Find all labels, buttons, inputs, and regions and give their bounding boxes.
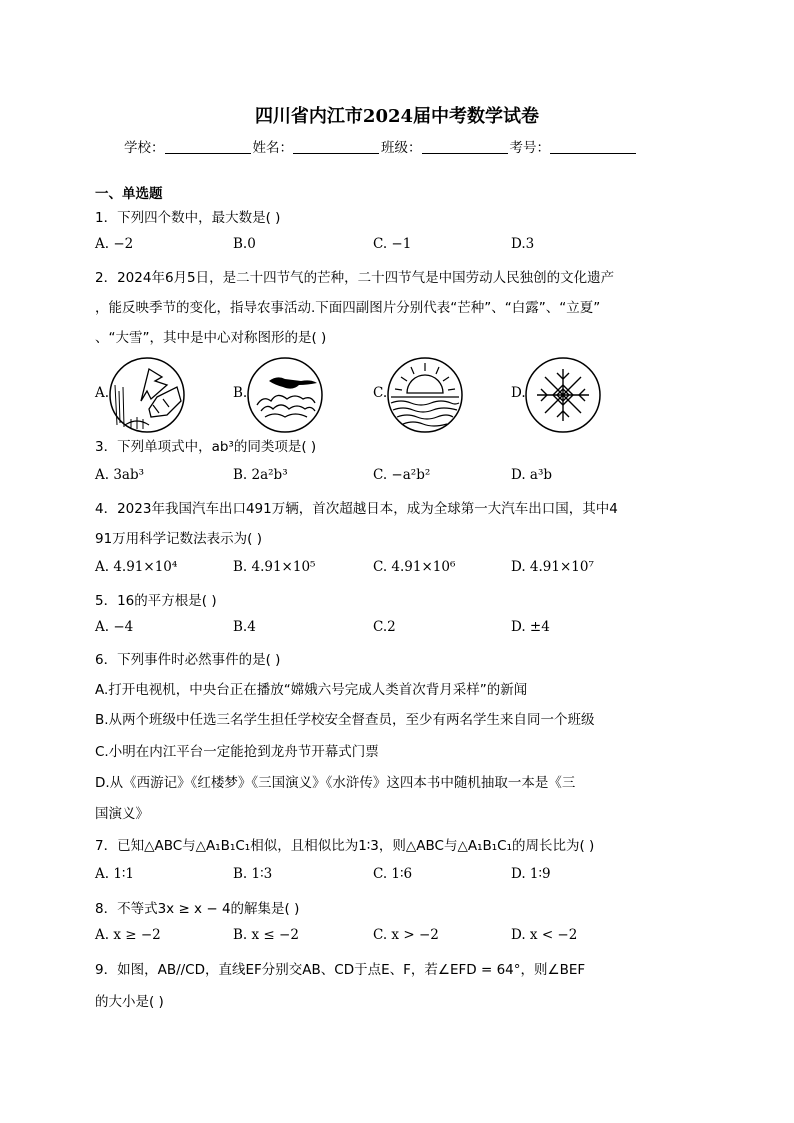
q9-line-1: 9．如图，AB//CD，直线EF分别交AB、CD于点E、F，若∠EFD = 64°，则∠BEF [95,962,586,978]
number-label: 考号： [509,140,550,156]
q7-stem: 7．已知△ABC与△A₁B₁C₁相似，且相似比为1∶3，则△ABC与△A₁B₁C₁的周长比为( ) [95,838,595,854]
q5-option-d: D. ±4 [511,619,550,635]
name-label: 姓名： [252,140,293,156]
q9-line-2: 的大小是( ) [95,994,164,1010]
q6-option-b: B.从两个班级中任选三名学生担任学校安全督查员，至少有两名学生来自同一个班级 [95,712,595,728]
daxue-snowflake-icon [523,355,603,435]
q8-option-d: D. x < −2 [511,927,578,943]
q6-stem: 6．下列事件时必然事件的是( ) [95,652,281,668]
q6-option-a: A.打开电视机，中央台正在播放“嫦娥六号完成人类首次背月采样”的新闻 [95,682,528,698]
q8-option-b: B. x ≤ −2 [233,927,299,943]
q2-line-2: ，能反映季节的变化，指导农事活动.下面四副图片分别代表“芒种”、“白露”、“立夏” [95,300,601,316]
q1-option-d: D.3 [511,236,535,252]
q7-option-a: A. 1∶1 [95,866,135,882]
q3-option-b: B. 2a²b³ [233,467,288,483]
school-blank [165,140,251,154]
q5-option-b: B.4 [233,619,256,635]
q4-option-d: D. 4.91×10⁷ [511,559,594,575]
page-title: 四川省内江市2024届中考数学试卷 [254,106,540,127]
q5-stem: 5．16的平方根是( ) [95,593,217,609]
bailu-bird-cloud-icon [245,355,325,435]
lixia-sun-water-icon [385,355,465,435]
q5-option-c: C.2 [373,619,396,635]
q2-line-3: 、“大雪”，其中是中心对称图形的是( ) [95,330,327,346]
q2-option-d: D. [511,385,526,401]
number-blank [550,140,636,154]
q8-option-a: A. x ≥ −2 [95,927,161,943]
q1-option-a: A. −2 [95,236,134,252]
q8-option-c: C. x > −2 [373,927,439,943]
class-blank [422,140,508,154]
q6-option-d-line-2: 国演义》 [95,806,149,822]
q5-option-a: A. −4 [95,619,134,635]
mangzhong-paper-cut-icon [107,355,187,435]
q1-option-b: B.0 [233,236,256,252]
q3-option-a: A. 3ab³ [95,467,145,483]
q2-option-b: B. [233,385,248,401]
q3-option-d: D. a³b [511,467,553,483]
q6-option-c: C.小明在内江平台一定能抢到龙舟节开幕式门票 [95,744,379,760]
section-heading: 一、单选题 [95,186,163,202]
name-blank [293,140,379,154]
school-label: 学校： [124,140,165,156]
q1-stem: 1．下列四个数中，最大数是( ) [95,210,281,226]
q3-stem: 3．下列单项式中，ab³的同类项是( ) [95,439,317,455]
q4-option-c: C. 4.91×10⁶ [373,559,456,575]
q4-option-a: A. 4.91×10⁴ [95,559,178,575]
q4-line-1: 4．2023年我国汽车出口491万辆，首次超越日本，成为全球第一大汽车出口国，其中4 [95,501,618,517]
q8-stem: 8．不等式3x ≥ x − 4的解集是( ) [95,901,300,917]
q7-option-d: D. 1∶9 [511,866,551,882]
q2-line-1: 2．2024年6月5日，是二十四节气的芒种，二十四节气是中国劳动人民独创的文化遗产 [95,270,615,286]
q4-option-b: B. 4.91×10⁵ [233,559,316,575]
q1-option-c: C. −1 [373,236,412,252]
q6-option-d-line-1: D.从《西游记》《红楼梦》《三国演义》《水浒传》这四本书中随机抽取一本是《三 [95,775,576,791]
q3-option-c: C. −a²b² [373,467,431,483]
q2-option-c: C. [373,385,388,401]
q7-option-c: C. 1∶6 [373,866,413,882]
q4-line-2: 91万用科学记数法表示为( ) [95,531,263,547]
q2-option-a: A. [95,385,110,401]
student-info-line [124,136,638,156]
class-label: 班级： [381,140,422,156]
q7-option-b: B. 1∶3 [233,866,273,882]
